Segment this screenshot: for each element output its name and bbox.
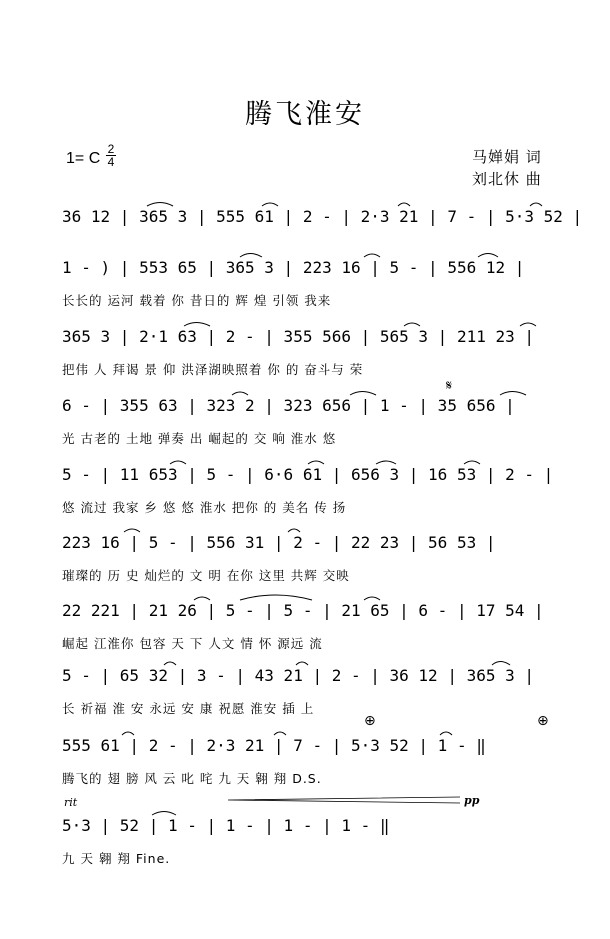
lyric-line: 把伟 人 拜谒 景 仰 洪泽湖映照着 你 的 奋斗与 荣 (62, 362, 364, 377)
segno-sign: 𝄋 (446, 378, 453, 394)
page-title: 腾飞淮安 (245, 99, 365, 130)
music-line: 555 61 | 2 - | 2·3 21 | 7 - | 5·3 52 | 1 - ‖ (62, 735, 486, 755)
music-line: 36 12 | 365 3 | 555 61 | 2 - | 2·3 21 | 7 - | 5·3 52 | (62, 206, 583, 226)
music-line: 5·3 | 52 | 1 - | 1 - | 1 - | 1 - ‖ (62, 815, 390, 835)
music-line: 1 - ) | 553 65 | 365 3 | 223 16 | 5 - | 556 12 | (62, 257, 525, 277)
ritardando-marking: rit (64, 796, 78, 809)
lyric-line: 光 古老的 土地 弹奏 出 崛起的 交 响 淮水 悠 (62, 431, 337, 446)
key-signature: 1= C (66, 150, 101, 167)
lyric-line: 悠 流过 我家 乡 悠 悠 淮水 把你 的 美名 传 扬 (62, 500, 347, 515)
music-line: 22 221 | 21 26 | 5 - | 5 - | 21 65 | 6 - | 17 54 | (62, 600, 544, 620)
music-line: 6 - | 355 63 | 323 2 | 323 656 | 1 - | 35 656 | (62, 395, 515, 415)
composer-credit: 刘北休 曲 (472, 170, 542, 188)
music-line: 5 - | 11 653 | 5 - | 6·6 61 | 656 3 | 16 53 | 2 - | (62, 464, 554, 484)
coda-sign: ⊕ (537, 713, 549, 729)
lyric-line: 崛起 江淮你 包容 天 下 人文 情 怀 源远 流 (62, 636, 323, 651)
lyric-line: 九 天 翱 翔 Fine. (62, 851, 171, 866)
music-line: 5 - | 65 32 | 3 - | 43 21 | 2 - | 36 12 | 365 3 | (62, 665, 535, 685)
lyric-line: 璀璨的 历 史 灿烂的 文 明 在你 这里 共辉 交映 (62, 568, 350, 583)
meter-bottom: 4 (107, 155, 115, 169)
lyric-line: 腾飞的 翅 膀 风 云 叱 咤 九 天 翱 翔 D.S. (62, 771, 322, 786)
lyric-line: 长长的 运河 载着 你 昔日的 辉 煌 引领 我来 (62, 293, 332, 308)
lyric-line: 长 祈福 淮 安 永远 安 康 祝愿 淮安 插 上 (62, 701, 315, 716)
music-line: 223 16 | 5 - | 556 31 | 2 - | 22 23 | 56 53 | (62, 532, 496, 552)
lyricist-credit: 马婵娟 词 (472, 148, 542, 166)
coda-sign: ⊕ (364, 713, 376, 729)
music-line: 365 3 | 2·1 63 | 2 - | 355 566 | 565 3 | 211 23 | (62, 326, 535, 346)
pianissimo-marking: pp (464, 794, 480, 807)
meter-top: 2 (107, 142, 115, 156)
